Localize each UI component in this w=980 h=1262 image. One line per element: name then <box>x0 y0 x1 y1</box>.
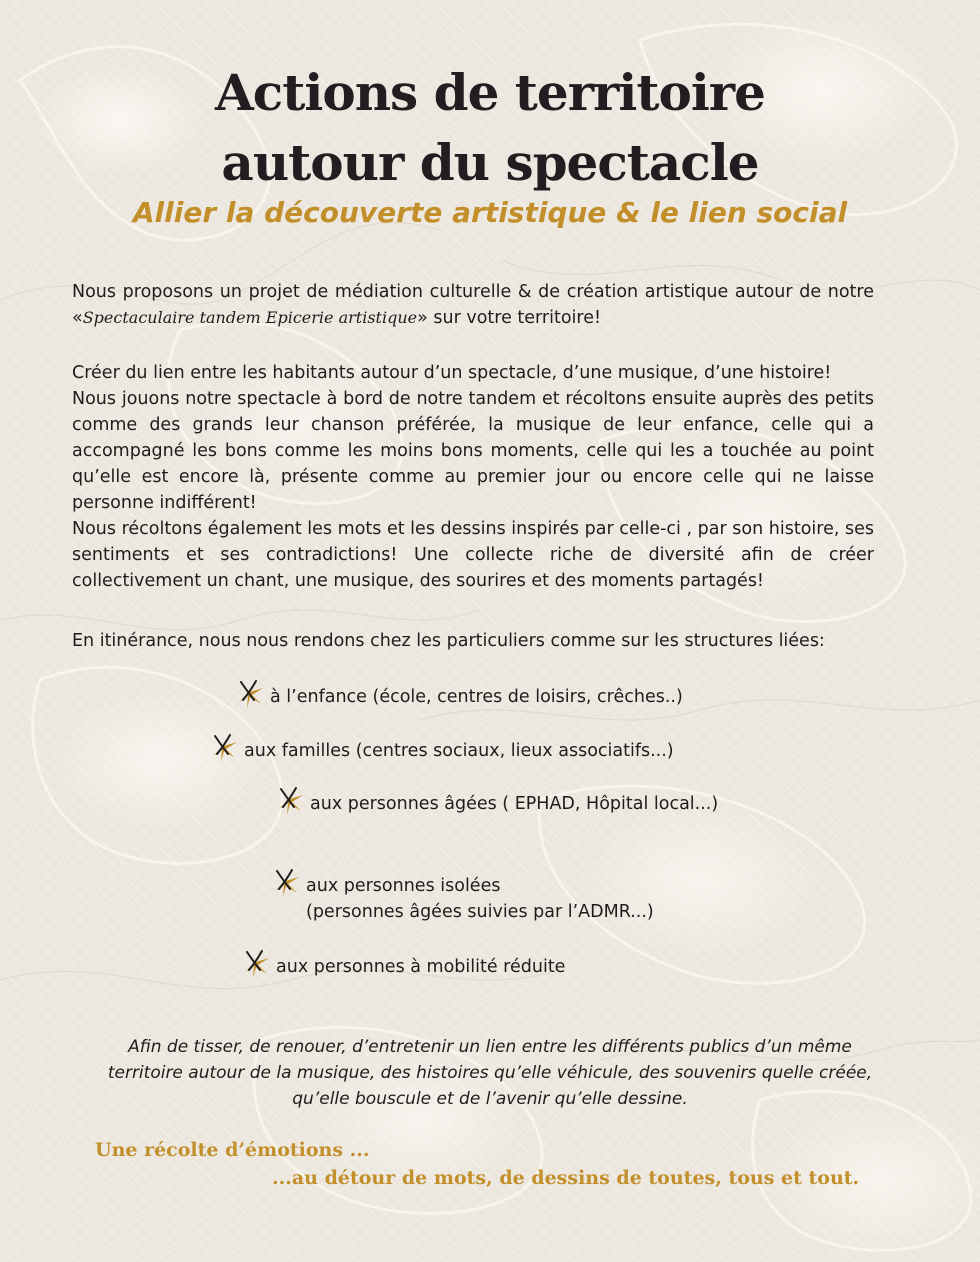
list-item-personnes-isolees <box>270 873 654 925</box>
closing-line-3: qu’elle bouscule et de l’avenir qu’elle dessine. <box>292 1089 688 1109</box>
show-name: Spectaculaire tandem Epicerie artistique <box>82 308 418 327</box>
tagline-line-1: Une récolte d’émotions ... <box>95 1139 370 1161</box>
intro-paragraph <box>72 279 874 331</box>
closing-paragraph <box>60 1034 920 1112</box>
star-cross-icon <box>274 785 308 819</box>
list-item-text: aux familles (centres sociaux, lieux associatifs...) <box>244 741 674 761</box>
tagline-line-2: ...au détour de mots, de dessins de toutes, tous et tout. <box>272 1167 860 1189</box>
star-cross-icon <box>234 678 268 712</box>
list-item-enfance <box>234 684 683 712</box>
subtitle: Allier la découverte artistique & le lien social <box>132 196 848 229</box>
list-item-mobilite-reduite <box>240 954 565 982</box>
list-item-text: aux personnes isolées (personnes âgées suivies par l’ADMR...) <box>306 876 654 922</box>
page-title-line-2: autour du spectacle <box>221 133 759 192</box>
closing-line-1: Afin de tisser, de renouer, d’entretenir un lien entre les différents publics d’un même <box>128 1037 852 1057</box>
intro-text-before: Nous proposons un projet de médiation culturelle & de création artistique autour de notre « <box>72 282 874 328</box>
list-item-text: à l’enfance (école, centres de loisirs, crêches..) <box>270 687 683 707</box>
list-item-familles <box>208 738 674 766</box>
star-cross-icon <box>208 732 242 766</box>
list-item-text: aux personnes âgées ( EPHAD, Hôpital local...) <box>310 794 719 814</box>
star-cross-icon <box>240 948 274 982</box>
page-title-line-1: Actions de territoire <box>215 63 765 122</box>
closing-line-2: territoire autour de la musique, des histoires qu’elle véhicule, des souvenirs quelle créée, <box>107 1063 873 1083</box>
description-paragraph <box>72 360 874 594</box>
description-line-3: Nous récoltons également les mots et les dessins inspirés par celle-ci , par son histoire, ses sentiments et ses contradictions! Une collecte riche de diversité afin de créer collectivement un chant, une musique, des sourires et des moments partagés! <box>72 519 874 591</box>
list-item-text: aux personnes à mobilité réduite <box>276 957 566 977</box>
intro-text-after: » sur votre territoire! <box>417 308 602 328</box>
description-line-1: Créer du lien entre les habitants autour d’un spectacle, d’une musique, d’une histoire! <box>72 363 832 383</box>
star-cross-icon <box>270 867 304 901</box>
itinerance-paragraph: En itinérance, nous nous rendons chez les particuliers comme sur les structures liées: <box>72 631 825 651</box>
list-item-personnes-agees <box>274 791 718 819</box>
description-line-2: Nous jouons notre spectacle à bord de notre tandem et récoltons ensuite auprès des petits comme des grands leur chanson préférée, la musique de leur enfance, celle qui a accompagné les bons comme les moins bons moments, celle qui les a touchée au point qu’elle est encore là, présente comme au premier jour ou encore celle qui ne laisse personne indifférent! <box>72 389 874 513</box>
